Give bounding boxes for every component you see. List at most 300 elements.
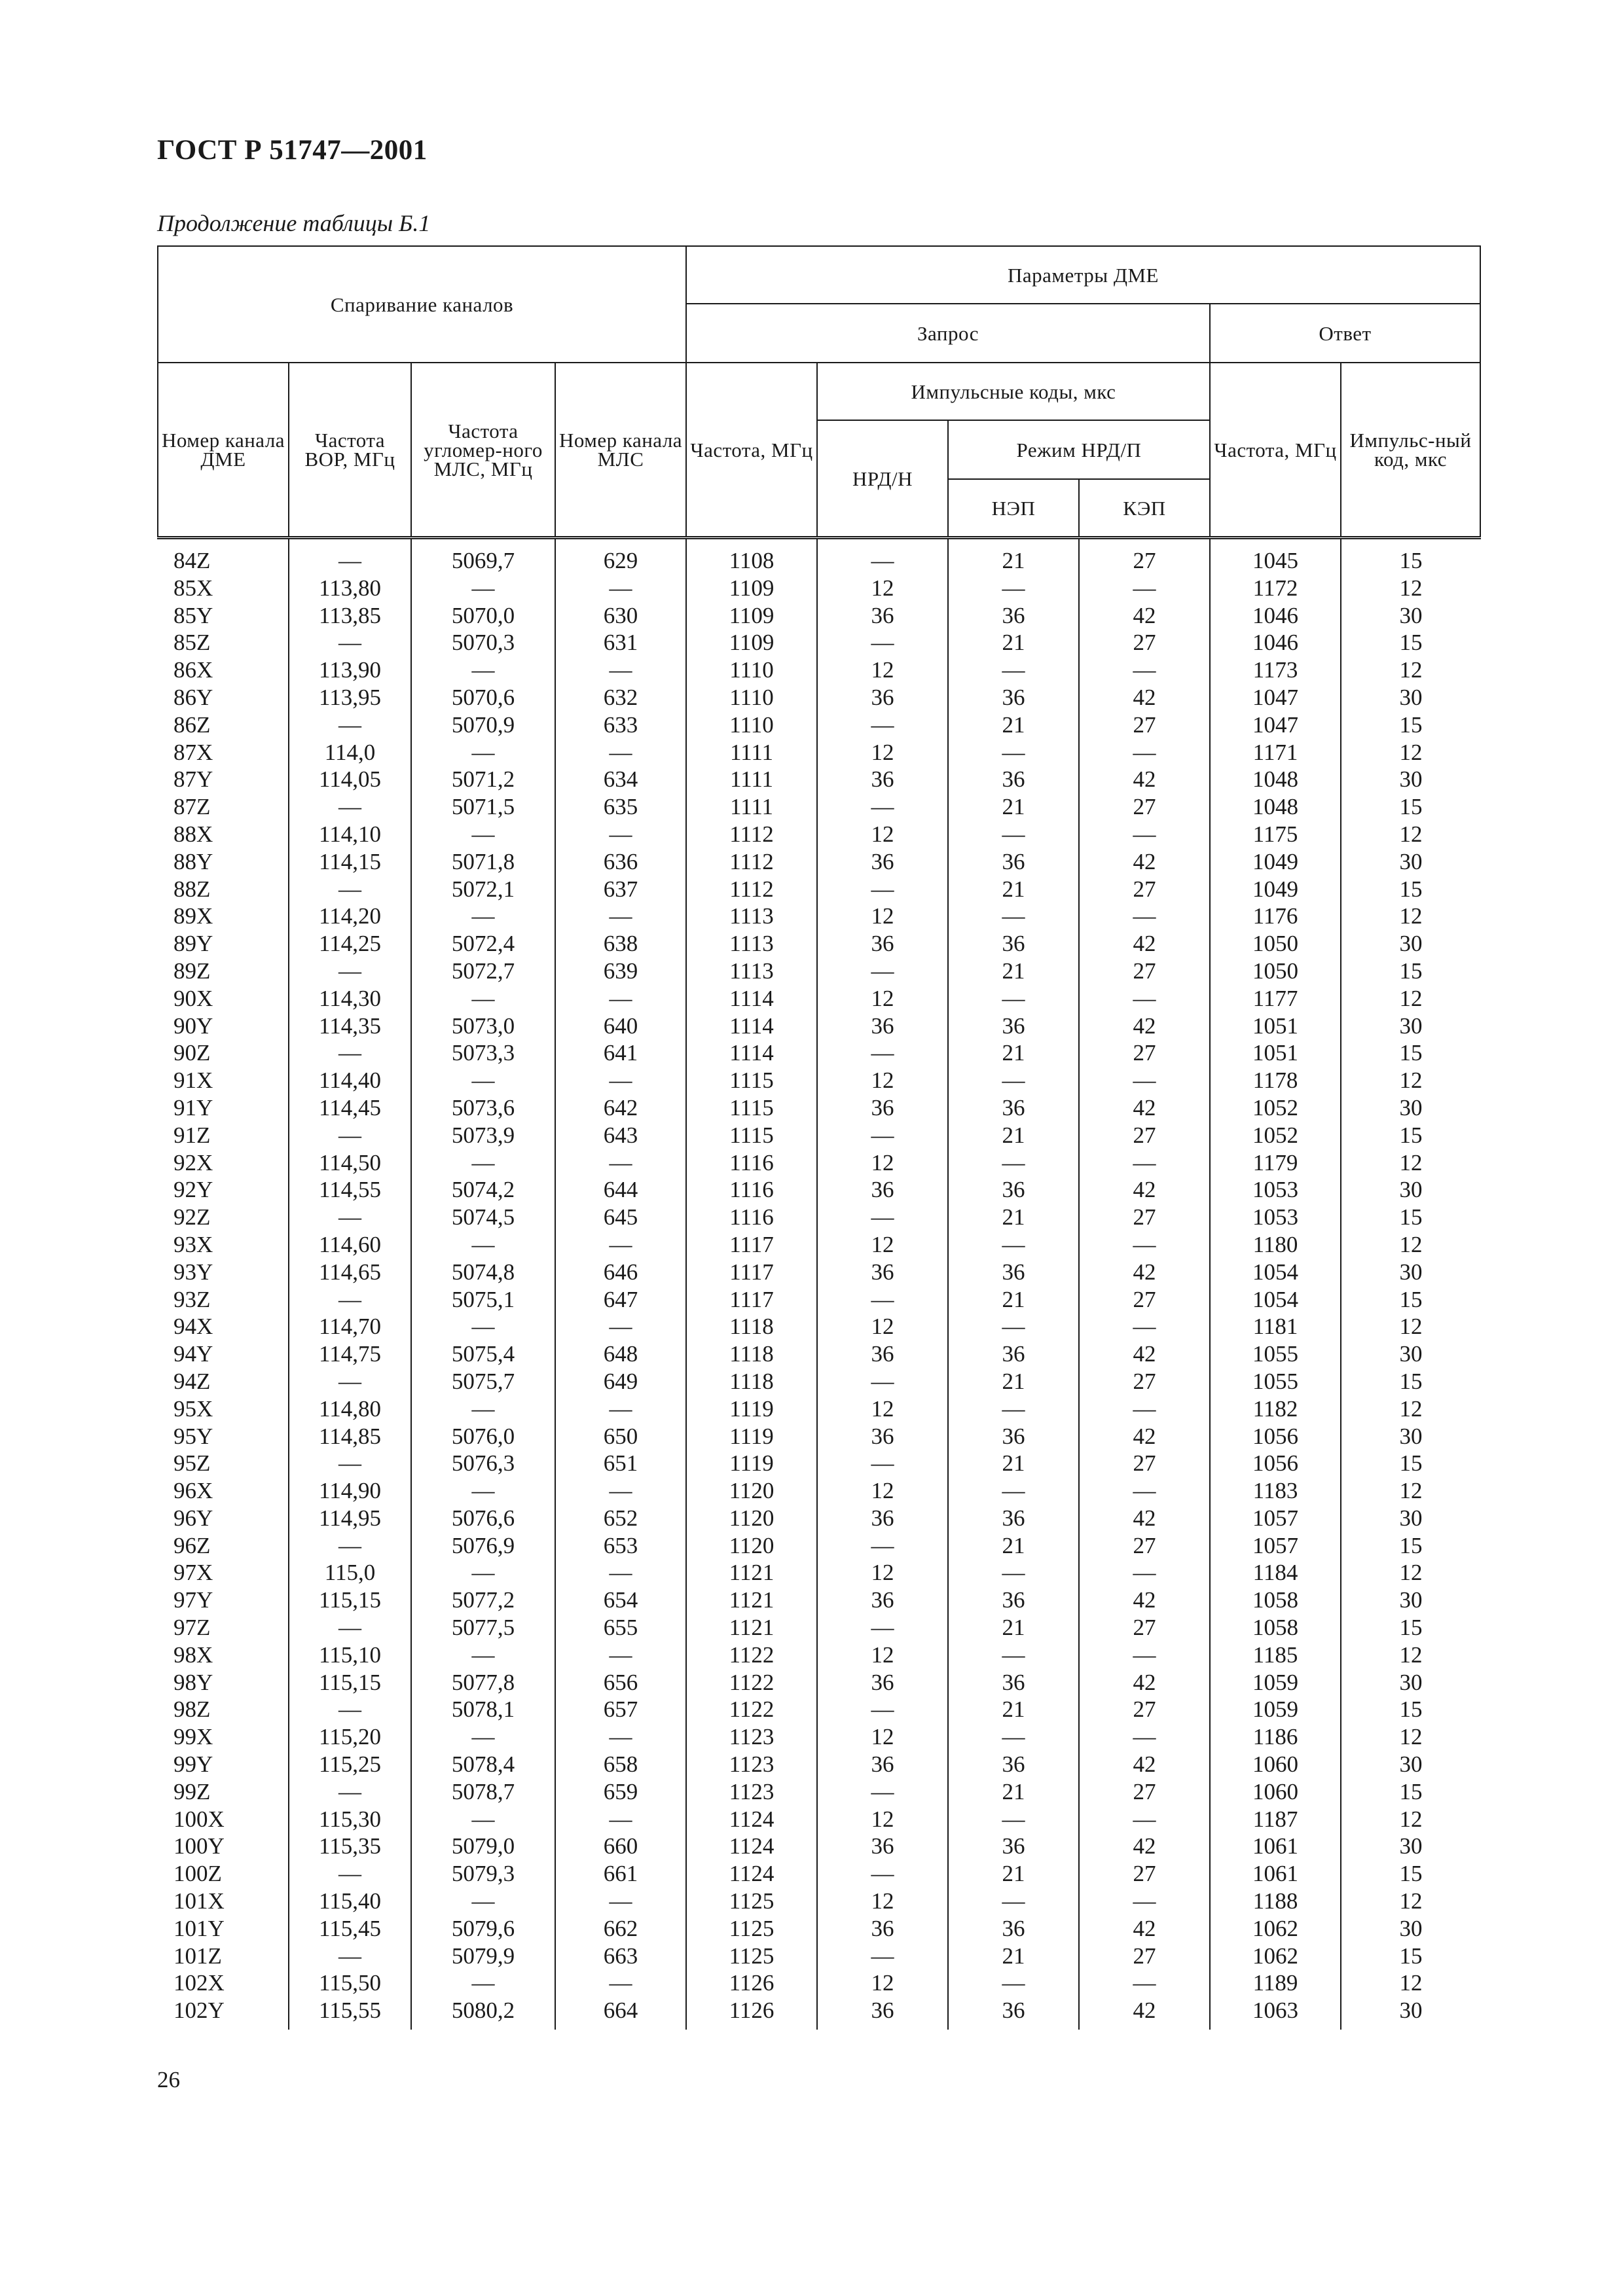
cell-request-frequency: 1112 [686, 848, 817, 876]
cell-dme-channel: 94X [158, 1313, 289, 1340]
cell-nep-code: 21 [948, 1778, 1079, 1806]
cell-request-frequency: 1115 [686, 1067, 817, 1094]
cell-dme-channel: 87Z [158, 793, 289, 821]
cell-response-frequency: 1059 [1210, 1669, 1341, 1696]
cell-nep-code: — [948, 1806, 1079, 1833]
cell-kep-code: 27 [1079, 711, 1210, 739]
cell-response-frequency: 1177 [1210, 985, 1341, 1013]
cell-mls-channel: 644 [555, 1176, 686, 1204]
cell-nrd-n-code: 12 [817, 1231, 948, 1259]
cell-mls-channel: — [555, 575, 686, 602]
cell-kep-code: 27 [1079, 1039, 1210, 1067]
cell-mls-channel: 648 [555, 1340, 686, 1368]
cell-request-frequency: 1123 [686, 1723, 817, 1751]
table-row [158, 1340, 1480, 1368]
cell-dme-channel: 87Y [158, 766, 289, 793]
cell-vor-frequency: 115,15 [289, 1669, 411, 1696]
cell-mls-channel: 634 [555, 766, 686, 793]
cell-response-frequency: 1053 [1210, 1176, 1341, 1204]
table-row [158, 1860, 1480, 1888]
cell-mls-channel: 656 [555, 1669, 686, 1696]
cell-kep-code: 42 [1079, 684, 1210, 711]
cell-nep-code: 21 [948, 793, 1079, 821]
cell-request-frequency: 1117 [686, 1286, 817, 1314]
cell-mls-angle-frequency: 5076,6 [411, 1505, 555, 1532]
cell-mls-channel: 663 [555, 1943, 686, 1970]
cell-mls-angle-frequency: — [411, 1559, 555, 1587]
cell-response-frequency: 1045 [1210, 538, 1341, 575]
cell-nep-code: 21 [948, 1532, 1079, 1560]
cell-nrd-n-code: 12 [817, 985, 948, 1013]
cell-request-frequency: 1114 [686, 1013, 817, 1040]
cell-response-frequency: 1053 [1210, 1204, 1341, 1231]
cell-response-pulse-code: 15 [1341, 1614, 1480, 1641]
cell-nrd-n-code: — [817, 958, 948, 985]
cell-nrd-n-code: 36 [817, 1176, 948, 1204]
cell-mls-channel: — [555, 1641, 686, 1669]
cell-response-pulse-code: 12 [1341, 656, 1480, 684]
cell-request-frequency: 1125 [686, 1943, 817, 1970]
cell-nrd-n-code: — [817, 1696, 948, 1723]
cell-response-pulse-code: 30 [1341, 1587, 1480, 1614]
cell-nrd-n-code: — [817, 1614, 948, 1641]
cell-nep-code: — [948, 575, 1079, 602]
table-row [158, 1696, 1480, 1723]
cell-nep-code: 21 [948, 958, 1079, 985]
cell-nep-code: — [948, 1313, 1079, 1340]
cell-response-frequency: 1049 [1210, 848, 1341, 876]
cell-nrd-n-code: 36 [817, 602, 948, 630]
cell-mls-channel: 643 [555, 1122, 686, 1149]
cell-response-pulse-code: 30 [1341, 1423, 1480, 1450]
cell-response-frequency: 1048 [1210, 793, 1341, 821]
cell-response-frequency: 1046 [1210, 629, 1341, 656]
cell-nrd-n-code: 12 [817, 1723, 948, 1751]
cell-nrd-n-code: — [817, 1532, 948, 1560]
cell-mls-angle-frequency: 5073,3 [411, 1039, 555, 1067]
cell-mls-channel: 664 [555, 1997, 686, 2030]
table-row [158, 985, 1480, 1013]
cell-vor-frequency: — [289, 1614, 411, 1641]
cell-mls-angle-frequency: 5074,2 [411, 1176, 555, 1204]
cell-dme-channel: 97Y [158, 1587, 289, 1614]
cell-mls-channel: 662 [555, 1915, 686, 1943]
cell-response-pulse-code: 12 [1341, 1559, 1480, 1587]
table-row [158, 876, 1480, 903]
cell-mls-channel: — [555, 1723, 686, 1751]
cell-mls-angle-frequency: 5070,3 [411, 629, 555, 656]
cell-mls-channel: 657 [555, 1696, 686, 1723]
cell-dme-channel: 98X [158, 1641, 289, 1669]
table-row [158, 1505, 1480, 1532]
cell-response-frequency: 1182 [1210, 1395, 1341, 1423]
cell-kep-code: 27 [1079, 1368, 1210, 1395]
cell-response-pulse-code: 30 [1341, 1833, 1480, 1860]
table-row [158, 1231, 1480, 1259]
table-row [158, 766, 1480, 793]
cell-request-frequency: 1109 [686, 629, 817, 656]
cell-response-pulse-code: 30 [1341, 684, 1480, 711]
cell-kep-code: 42 [1079, 930, 1210, 958]
cell-nep-code: 21 [948, 1614, 1079, 1641]
cell-request-frequency: 1119 [686, 1450, 817, 1477]
cell-response-pulse-code: 30 [1341, 1915, 1480, 1943]
cell-request-frequency: 1126 [686, 1997, 817, 2030]
cell-response-frequency: 1057 [1210, 1532, 1341, 1560]
cell-dme-channel: 89X [158, 903, 289, 930]
cell-vor-frequency: 115,25 [289, 1751, 411, 1778]
cell-vor-frequency: 115,40 [289, 1888, 411, 1915]
cell-response-frequency: 1055 [1210, 1340, 1341, 1368]
cell-response-pulse-code: 15 [1341, 1532, 1480, 1560]
cell-request-frequency: 1111 [686, 766, 817, 793]
cell-vor-frequency: 114,20 [289, 903, 411, 930]
cell-kep-code: — [1079, 1313, 1210, 1340]
cell-nrd-n-code: 36 [817, 1751, 948, 1778]
cell-mls-angle-frequency: 5072,7 [411, 958, 555, 985]
cell-vor-frequency: — [289, 1860, 411, 1888]
cell-response-pulse-code: 30 [1341, 1094, 1480, 1122]
cell-request-frequency: 1119 [686, 1395, 817, 1423]
cell-request-frequency: 1108 [686, 538, 817, 575]
cell-request-frequency: 1112 [686, 876, 817, 903]
cell-nrd-n-code: 36 [817, 1259, 948, 1286]
cell-kep-code: 42 [1079, 1833, 1210, 1860]
cell-response-frequency: 1183 [1210, 1477, 1341, 1505]
cell-request-frequency: 1124 [686, 1860, 817, 1888]
table-row [158, 821, 1480, 848]
cell-mls-angle-frequency: 5071,5 [411, 793, 555, 821]
cell-vor-frequency: 114,45 [289, 1094, 411, 1122]
table-row [158, 1723, 1480, 1751]
cell-kep-code: 27 [1079, 538, 1210, 575]
cell-response-pulse-code: 15 [1341, 1696, 1480, 1723]
cell-kep-code: 27 [1079, 1450, 1210, 1477]
cell-dme-channel: 92Z [158, 1204, 289, 1231]
cell-mls-angle-frequency: — [411, 903, 555, 930]
cell-response-pulse-code: 12 [1341, 575, 1480, 602]
cell-nrd-n-code: — [817, 1778, 948, 1806]
cell-kep-code: 42 [1079, 1013, 1210, 1040]
cell-nrd-n-code: — [817, 1943, 948, 1970]
cell-request-frequency: 1109 [686, 575, 817, 602]
cell-nep-code: — [948, 1969, 1079, 1997]
cell-kep-code: 42 [1079, 1259, 1210, 1286]
cell-response-pulse-code: 12 [1341, 1149, 1480, 1177]
cell-kep-code: — [1079, 821, 1210, 848]
cell-request-frequency: 1120 [686, 1532, 817, 1560]
cell-mls-angle-frequency: — [411, 985, 555, 1013]
cell-response-frequency: 1171 [1210, 739, 1341, 766]
cell-response-frequency: 1063 [1210, 1997, 1341, 2030]
cell-mls-angle-frequency: — [411, 1477, 555, 1505]
cell-nep-code: — [948, 985, 1079, 1013]
cell-kep-code: 27 [1079, 1614, 1210, 1641]
cell-response-pulse-code: 15 [1341, 711, 1480, 739]
cell-dme-channel: 95Z [158, 1450, 289, 1477]
cell-mls-angle-frequency: 5074,5 [411, 1204, 555, 1231]
cell-mls-channel: 652 [555, 1505, 686, 1532]
cell-nrd-n-code: — [817, 1450, 948, 1477]
cell-vor-frequency: — [289, 1122, 411, 1149]
cell-response-frequency: 1058 [1210, 1614, 1341, 1641]
cell-nrd-n-code: 36 [817, 1997, 948, 2030]
cell-dme-channel: 102X [158, 1969, 289, 1997]
cell-mls-angle-frequency: 5073,9 [411, 1122, 555, 1149]
cell-nep-code: 21 [948, 629, 1079, 656]
cell-mls-channel: 651 [555, 1450, 686, 1477]
cell-kep-code: 42 [1079, 1751, 1210, 1778]
cell-vor-frequency: 114,85 [289, 1423, 411, 1450]
cell-nrd-n-code: 36 [817, 1669, 948, 1696]
cell-vor-frequency: 114,50 [289, 1149, 411, 1177]
cell-kep-code: 27 [1079, 1122, 1210, 1149]
cell-vor-frequency: 115,45 [289, 1915, 411, 1943]
cell-vor-frequency: — [289, 1039, 411, 1067]
cell-request-frequency: 1120 [686, 1477, 817, 1505]
cell-response-frequency: 1185 [1210, 1641, 1341, 1669]
cell-kep-code: — [1079, 1067, 1210, 1094]
cell-nrd-n-code: — [817, 538, 948, 575]
cell-nrd-n-code: 36 [817, 1915, 948, 1943]
cell-request-frequency: 1112 [686, 821, 817, 848]
cell-nrd-n-code: — [817, 1286, 948, 1314]
cell-mls-angle-frequency: — [411, 1969, 555, 1997]
cell-mls-channel: 645 [555, 1204, 686, 1231]
table-row [158, 1833, 1480, 1860]
table-row [158, 739, 1480, 766]
cell-nrd-n-code: 12 [817, 821, 948, 848]
cell-response-frequency: 1056 [1210, 1423, 1341, 1450]
cell-vor-frequency: 113,85 [289, 602, 411, 630]
cell-dme-channel: 101X [158, 1888, 289, 1915]
cell-dme-channel: 95Y [158, 1423, 289, 1450]
cell-dme-channel: 90X [158, 985, 289, 1013]
cell-nep-code: 36 [948, 930, 1079, 958]
table-caption: Продолжение таблицы Б.1 [157, 210, 431, 236]
cell-response-frequency: 1176 [1210, 903, 1341, 930]
cell-kep-code: 42 [1079, 766, 1210, 793]
cell-nrd-n-code: 36 [817, 766, 948, 793]
header-pulse-codes: Импульсные коды, мкс [817, 363, 1210, 420]
table-row [158, 1450, 1480, 1477]
cell-kep-code: — [1079, 1888, 1210, 1915]
cell-kep-code: 27 [1079, 1778, 1210, 1806]
cell-mls-angle-frequency: — [411, 1231, 555, 1259]
cell-mls-angle-frequency: 5078,1 [411, 1696, 555, 1723]
header-nrd-n: НРД/Н [817, 420, 948, 538]
cell-vor-frequency: — [289, 1368, 411, 1395]
cell-dme-channel: 87X [158, 739, 289, 766]
cell-mls-channel: 650 [555, 1423, 686, 1450]
cell-mls-angle-frequency: 5070,6 [411, 684, 555, 711]
cell-kep-code: 42 [1079, 602, 1210, 630]
header-dme-channel: Номер канала ДМЕ [158, 363, 289, 538]
cell-request-frequency: 1117 [686, 1259, 817, 1286]
cell-vor-frequency: — [289, 1204, 411, 1231]
cell-dme-channel: 84Z [158, 538, 289, 575]
cell-dme-channel: 85Z [158, 629, 289, 656]
cell-mls-channel: 630 [555, 602, 686, 630]
cell-request-frequency: 1114 [686, 1039, 817, 1067]
cell-nep-code: 21 [948, 1286, 1079, 1314]
cell-kep-code: — [1079, 1395, 1210, 1423]
cell-response-frequency: 1058 [1210, 1587, 1341, 1614]
cell-kep-code: — [1079, 739, 1210, 766]
cell-response-pulse-code: 15 [1341, 958, 1480, 985]
header-mls-angle-frequency: Частота угломер-ного МЛС, МГц [411, 363, 555, 538]
cell-mls-channel: — [555, 1313, 686, 1340]
cell-nep-code: — [948, 739, 1079, 766]
cell-nep-code: 36 [948, 848, 1079, 876]
cell-nrd-n-code: — [817, 629, 948, 656]
cell-nep-code: 21 [948, 1943, 1079, 1970]
cell-mls-angle-frequency: 5079,6 [411, 1915, 555, 1943]
table-row [158, 1067, 1480, 1094]
cell-request-frequency: 1124 [686, 1806, 817, 1833]
cell-vor-frequency: 114,55 [289, 1176, 411, 1204]
cell-request-frequency: 1110 [686, 684, 817, 711]
cell-nrd-n-code: 36 [817, 1013, 948, 1040]
cell-mls-channel: — [555, 1231, 686, 1259]
cell-mls-channel: 647 [555, 1286, 686, 1314]
cell-vor-frequency: 113,90 [289, 656, 411, 684]
cell-mls-channel: 637 [555, 876, 686, 903]
cell-response-pulse-code: 30 [1341, 1259, 1480, 1286]
cell-response-frequency: 1061 [1210, 1860, 1341, 1888]
cell-nrd-n-code: 36 [817, 930, 948, 958]
cell-dme-channel: 85X [158, 575, 289, 602]
cell-response-frequency: 1188 [1210, 1888, 1341, 1915]
cell-mls-angle-frequency: 5077,8 [411, 1669, 555, 1696]
cell-nep-code: — [948, 1395, 1079, 1423]
cell-dme-channel: 88Z [158, 876, 289, 903]
cell-response-pulse-code: 12 [1341, 985, 1480, 1013]
cell-nrd-n-code: 36 [817, 1094, 948, 1122]
cell-response-frequency: 1047 [1210, 711, 1341, 739]
cell-nep-code: 36 [948, 1751, 1079, 1778]
cell-dme-channel: 100X [158, 1806, 289, 1833]
cell-vor-frequency: 115,15 [289, 1587, 411, 1614]
table-row [158, 1587, 1480, 1614]
cell-kep-code: 42 [1079, 1587, 1210, 1614]
cell-mls-angle-frequency: — [411, 739, 555, 766]
cell-request-frequency: 1117 [686, 1231, 817, 1259]
cell-response-pulse-code: 15 [1341, 538, 1480, 575]
cell-mls-channel: 661 [555, 1860, 686, 1888]
cell-vor-frequency: 114,70 [289, 1313, 411, 1340]
cell-kep-code: 42 [1079, 1669, 1210, 1696]
cell-dme-channel: 90Z [158, 1039, 289, 1067]
cell-response-pulse-code: 15 [1341, 629, 1480, 656]
cell-dme-channel: 94Y [158, 1340, 289, 1368]
cell-dme-channel: 99Z [158, 1778, 289, 1806]
cell-nrd-n-code: 12 [817, 1067, 948, 1094]
cell-vor-frequency: 114,60 [289, 1231, 411, 1259]
cell-vor-frequency: 114,10 [289, 821, 411, 848]
table-row [158, 575, 1480, 602]
cell-response-frequency: 1184 [1210, 1559, 1341, 1587]
cell-mls-angle-frequency: — [411, 1723, 555, 1751]
cell-mls-angle-frequency: 5080,2 [411, 1997, 555, 2030]
table-row [158, 1641, 1480, 1669]
cell-kep-code: 42 [1079, 848, 1210, 876]
cell-response-frequency: 1181 [1210, 1313, 1341, 1340]
table-row [158, 1806, 1480, 1833]
cell-response-pulse-code: 15 [1341, 1860, 1480, 1888]
cell-nep-code: 36 [948, 684, 1079, 711]
cell-nep-code: 36 [948, 1669, 1079, 1696]
cell-request-frequency: 1116 [686, 1176, 817, 1204]
cell-response-frequency: 1054 [1210, 1259, 1341, 1286]
cell-vor-frequency: — [289, 538, 411, 575]
cell-vor-frequency: 115,10 [289, 1641, 411, 1669]
cell-nrd-n-code: 36 [817, 684, 948, 711]
cell-response-frequency: 1061 [1210, 1833, 1341, 1860]
cell-mls-channel: — [555, 985, 686, 1013]
cell-response-frequency: 1179 [1210, 1149, 1341, 1177]
page-number: 26 [157, 2067, 180, 2092]
cell-kep-code: 42 [1079, 1176, 1210, 1204]
cell-mls-channel: 638 [555, 930, 686, 958]
cell-request-frequency: 1123 [686, 1778, 817, 1806]
cell-mls-angle-frequency: 5078,4 [411, 1751, 555, 1778]
cell-kep-code: 27 [1079, 793, 1210, 821]
cell-nrd-n-code: 12 [817, 1477, 948, 1505]
table-row [158, 1286, 1480, 1314]
cell-vor-frequency: 115,55 [289, 1997, 411, 2030]
cell-mls-angle-frequency: 5075,4 [411, 1340, 555, 1368]
cell-response-pulse-code: 30 [1341, 1669, 1480, 1696]
cell-mls-angle-frequency: 5072,4 [411, 930, 555, 958]
table-row [158, 656, 1480, 684]
cell-mls-channel: 654 [555, 1587, 686, 1614]
cell-request-frequency: 1116 [686, 1204, 817, 1231]
cell-request-frequency: 1121 [686, 1614, 817, 1641]
cell-nep-code: 21 [948, 711, 1079, 739]
table-row [158, 711, 1480, 739]
cell-nep-code: 21 [948, 876, 1079, 903]
cell-vor-frequency: 114,25 [289, 930, 411, 958]
cell-vor-frequency: 114,90 [289, 1477, 411, 1505]
table-row [158, 1477, 1480, 1505]
cell-mls-channel: — [555, 1559, 686, 1587]
cell-dme-channel: 98Y [158, 1669, 289, 1696]
cell-response-frequency: 1055 [1210, 1368, 1341, 1395]
cell-dme-channel: 92Y [158, 1176, 289, 1204]
cell-dme-channel: 95X [158, 1395, 289, 1423]
cell-nep-code: 21 [948, 1122, 1079, 1149]
cell-nrd-n-code: 12 [817, 1806, 948, 1833]
cell-response-frequency: 1175 [1210, 821, 1341, 848]
cell-request-frequency: 1111 [686, 793, 817, 821]
cell-vor-frequency: — [289, 876, 411, 903]
cell-response-pulse-code: 15 [1341, 1204, 1480, 1231]
cell-response-pulse-code: 30 [1341, 1340, 1480, 1368]
cell-dme-channel: 86Z [158, 711, 289, 739]
cell-nrd-n-code: 12 [817, 1313, 948, 1340]
cell-mls-channel: — [555, 903, 686, 930]
cell-mls-angle-frequency: 5075,1 [411, 1286, 555, 1314]
cell-vor-frequency: 114,35 [289, 1013, 411, 1040]
header-request-frequency: Частота, МГц [686, 363, 817, 538]
cell-vor-frequency: — [289, 1450, 411, 1477]
cell-mls-channel: 640 [555, 1013, 686, 1040]
cell-mls-angle-frequency: 5074,8 [411, 1259, 555, 1286]
cell-mls-angle-frequency: — [411, 1313, 555, 1340]
cell-kep-code: — [1079, 1559, 1210, 1587]
cell-dme-channel: 100Y [158, 1833, 289, 1860]
